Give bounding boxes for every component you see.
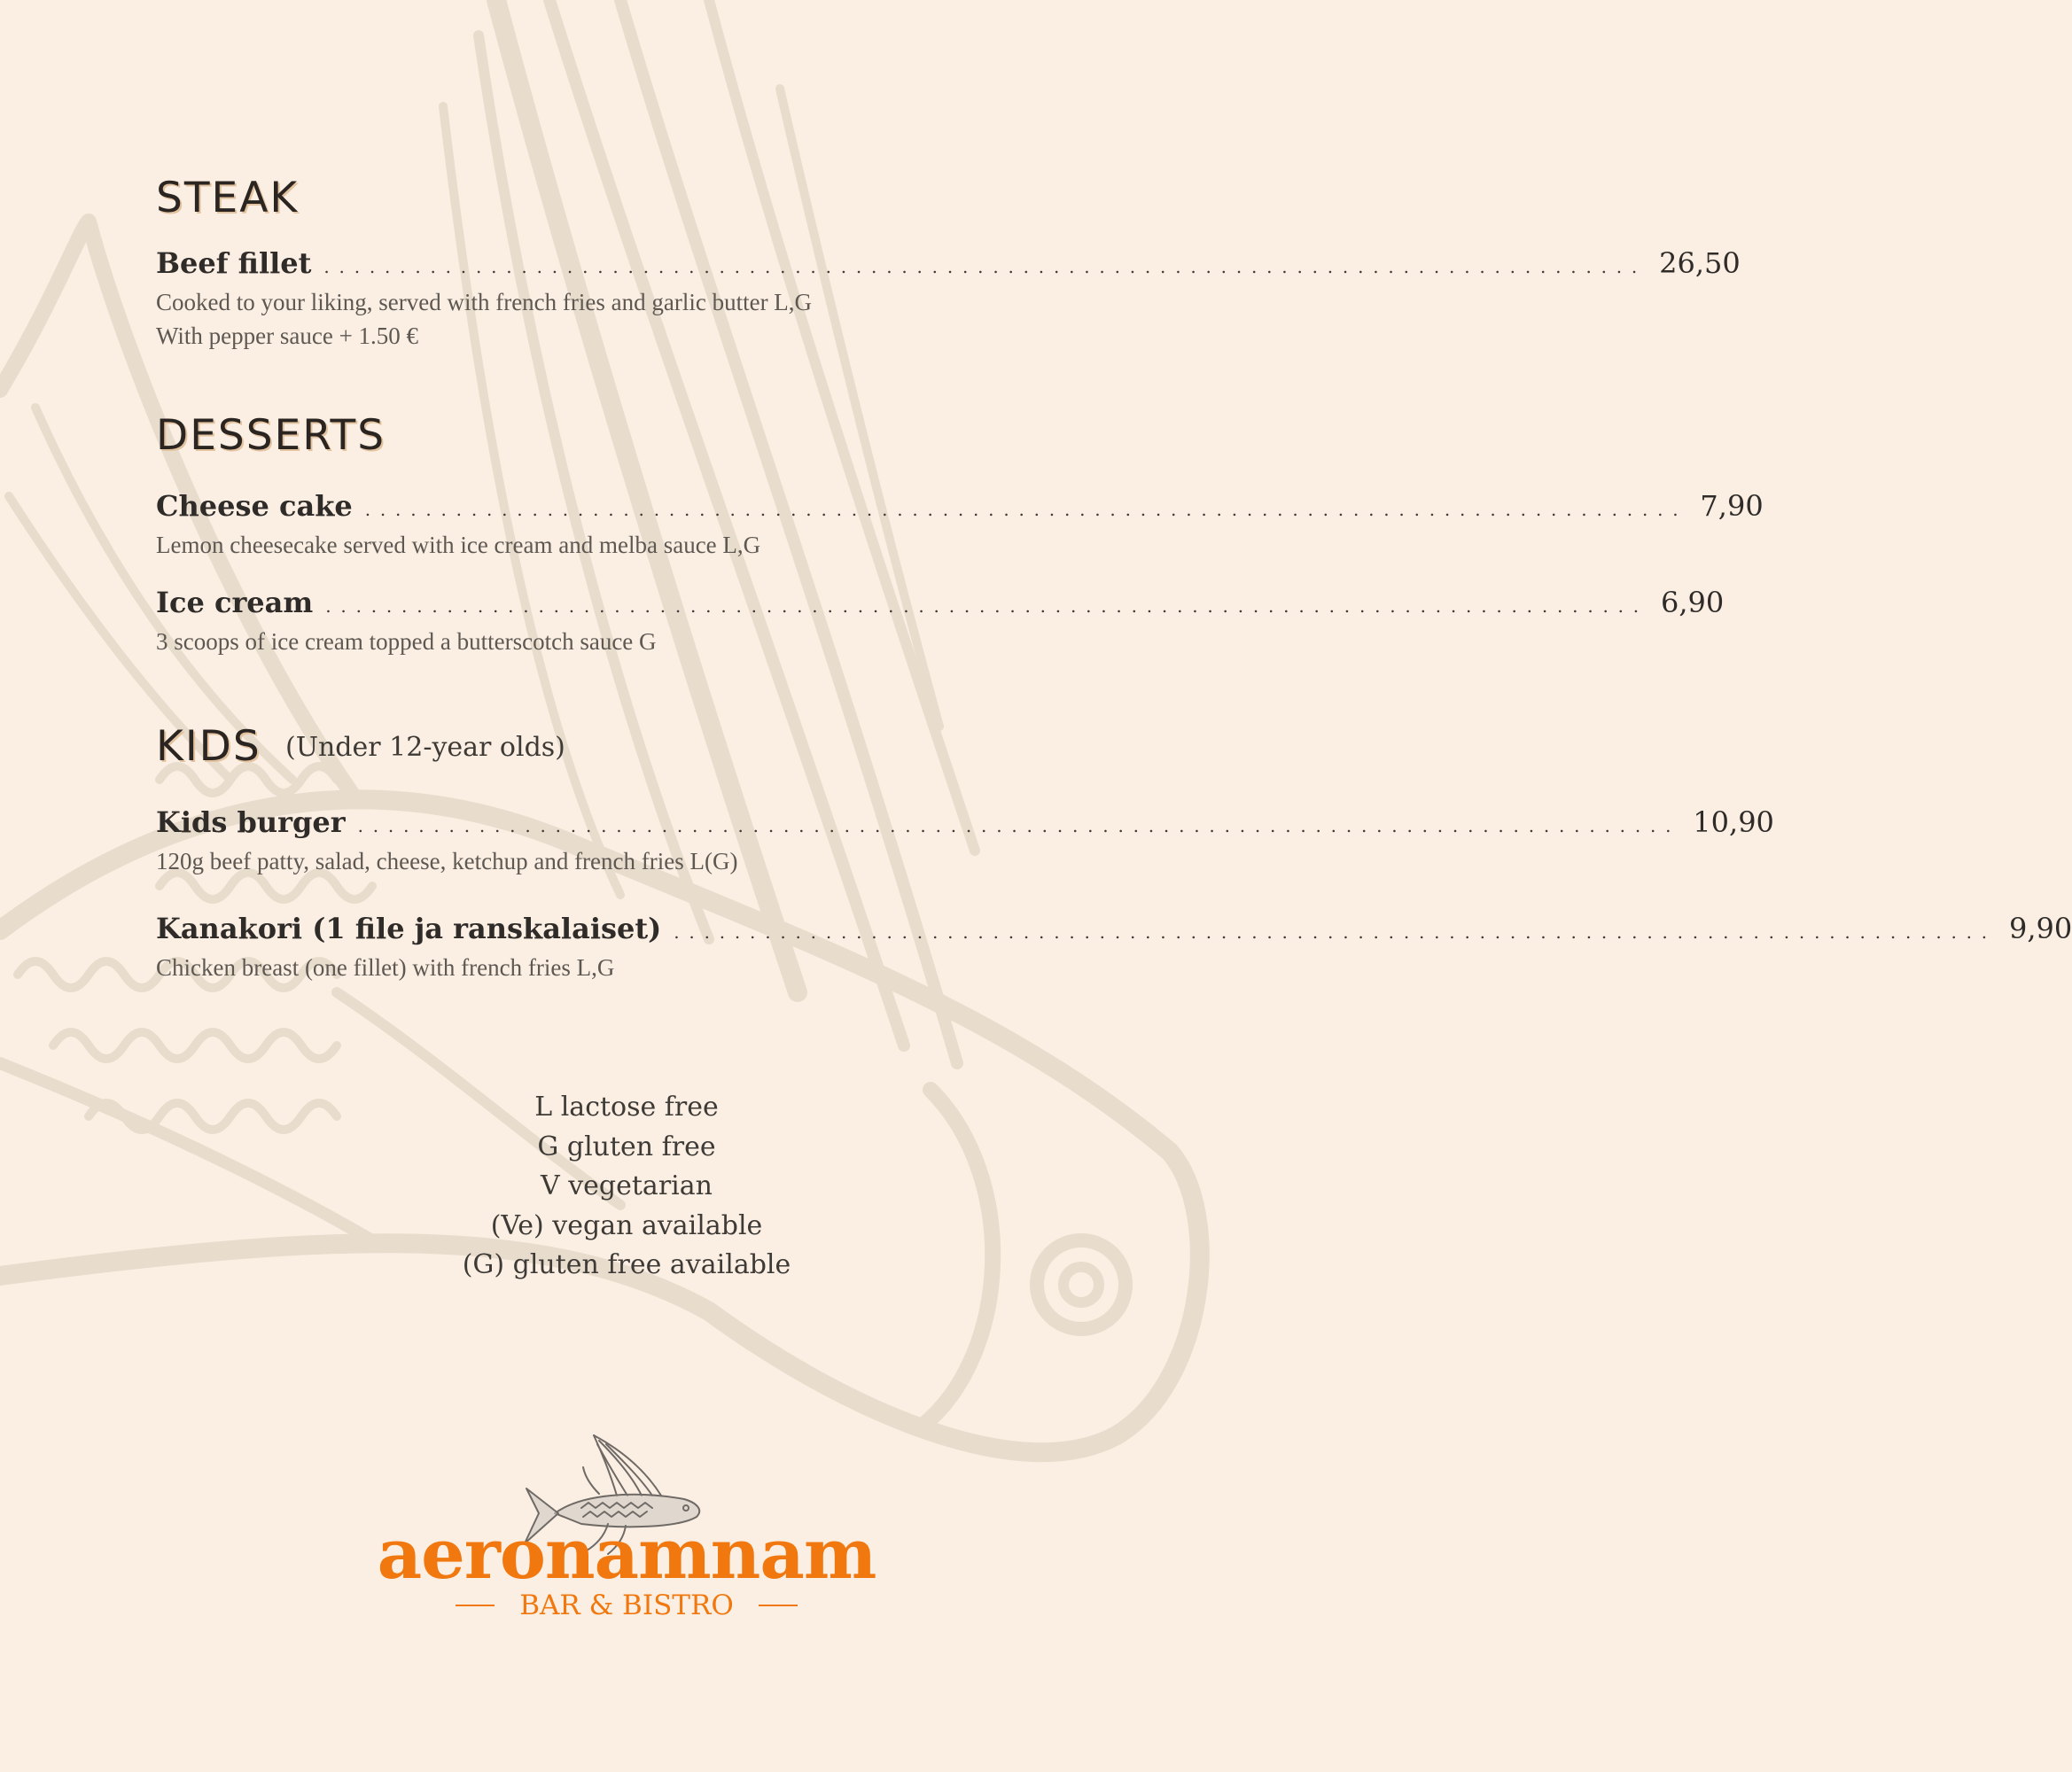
- item-description: Cooked to your liking, served with french fries and garlic butter L,G: [156, 289, 813, 315]
- item-name: Beef fillet: [156, 246, 312, 280]
- section-note-kids: (Under 12-year olds): [285, 732, 565, 763]
- dot-leader: .......................................................................................: [323, 256, 1647, 277]
- item-description: Lemon cheesecake served with ice cream and melba sauce L,G: [156, 532, 761, 558]
- item-name: Kanakori (1 file ja ranskalaiset): [156, 912, 662, 945]
- dot-leader: .......................................................................................: [674, 921, 1997, 943]
- legend-item: V vegetarian: [541, 1170, 713, 1201]
- item-price: 9,90: [2008, 912, 2072, 945]
- item-extra-note: With pepper sauce + 1.50 €: [156, 323, 419, 349]
- divider: [759, 1605, 798, 1606]
- dot-leader: .......................................................................................: [364, 499, 1688, 520]
- legend-item: L lactose free: [534, 1092, 719, 1123]
- item-description: Chicken breast (one fillet) with french fries L,G: [156, 954, 615, 981]
- dietary-legend: [0, 1088, 1253, 1286]
- menu-item-ice-cream: [156, 586, 1725, 658]
- item-name: Kids burger: [156, 805, 346, 839]
- dot-leader: .......................................................................................: [325, 595, 1648, 617]
- brand-subtitle: BAR & BISTRO: [519, 1589, 734, 1621]
- section-title-steak: STEAK: [156, 174, 300, 222]
- legend-item: (G) gluten free available: [462, 1249, 791, 1280]
- menu-item-kids-burger: [156, 805, 1774, 878]
- item-price: 6,90: [1660, 586, 1725, 619]
- section-title-kids: KIDS: [156, 722, 261, 771]
- item-price: 26,50: [1659, 246, 1741, 280]
- item-name: Ice cream: [156, 586, 314, 619]
- item-price: 7,90: [1700, 489, 1764, 523]
- item-description: 3 scoops of ice cream topped a butterscotch sauce G: [156, 628, 657, 655]
- legend-item: (Ve) vegan available: [490, 1209, 763, 1241]
- item-name: Cheese cake: [156, 489, 353, 523]
- legend-item: G gluten free: [537, 1131, 716, 1162]
- dot-leader: .......................................................................................: [357, 815, 1681, 836]
- item-price: 10,90: [1693, 805, 1774, 839]
- brand-name: aeronamnam: [377, 1514, 876, 1595]
- menu-item-cheese-cake: [156, 489, 1764, 562]
- menu-item-beef-fillet: [156, 246, 1741, 353]
- menu-item-kanakori: [156, 912, 2072, 984]
- divider: [456, 1605, 495, 1606]
- brand-subtitle-row: [0, 1589, 1253, 1621]
- item-description: 120g beef patty, salad, cheese, ketchup and french fries L(G): [156, 848, 738, 874]
- section-title-desserts: DESSERTS: [156, 411, 386, 460]
